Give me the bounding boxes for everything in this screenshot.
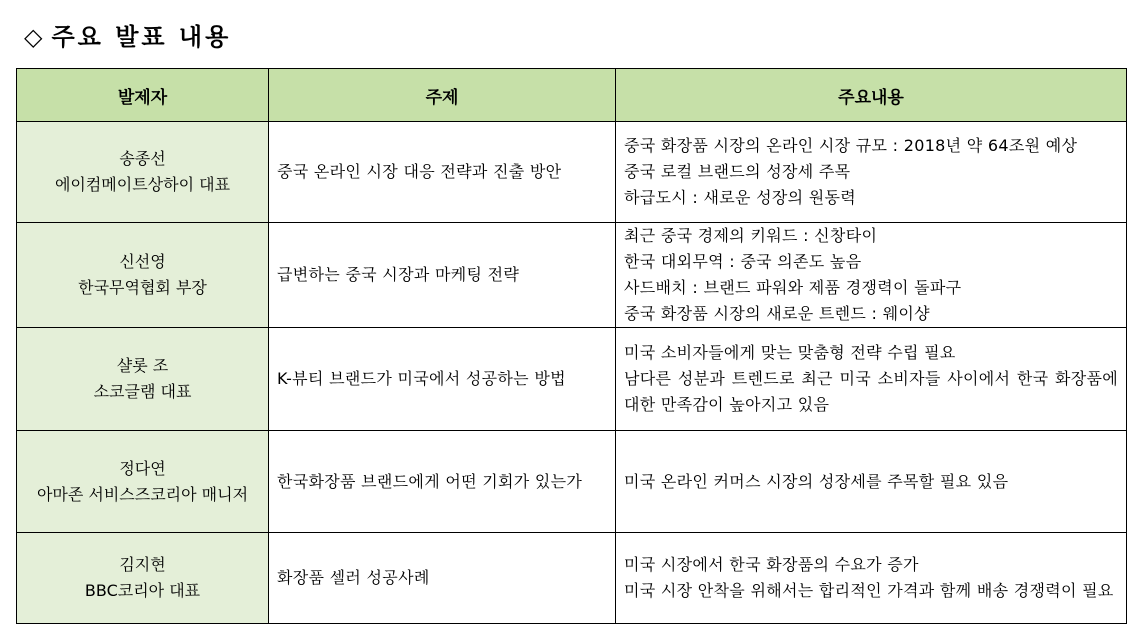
presenter-role: 에이컴메이트상하이 대표 — [54, 175, 231, 194]
content-line: 미국 소비자들에게 맞는 맞춤형 전략 수립 필요 — [624, 343, 956, 362]
content-line: 미국 온라인 커머스 시장의 성장세를 주목할 필요 있음 — [624, 471, 1009, 491]
topic-cell: 중국 온라인 시장 대응 전략과 진출 방안 — [269, 122, 616, 223]
content-cell — [616, 223, 1127, 328]
presenter-cell — [17, 122, 269, 223]
table-row — [17, 328, 1127, 431]
page-title-text: 주요 발표 내용 — [51, 23, 232, 51]
table-header-row — [17, 69, 1127, 122]
content-line: 한국 대외무역 : 중국 의존도 높음 — [624, 252, 862, 271]
presenter-cell — [17, 223, 269, 328]
table-row — [17, 122, 1127, 223]
presenter-role: 아마존 서비스즈코리아 매니저 — [36, 484, 249, 504]
presenter-name: 김지현 — [119, 555, 166, 574]
presenter-name: 송종선 — [119, 149, 166, 168]
topic-cell: 한국화장품 브랜드에게 어떤 기회가 있는가 — [269, 431, 616, 533]
content-line: 중국 화장품 시장의 새로운 트렌드 : 웨이샹 — [624, 304, 930, 323]
content-line: 미국 시장 안착을 위해서는 합리적인 가격과 함께 배송 경쟁력이 필요 — [624, 581, 1114, 600]
header-topic: 주제 — [269, 69, 616, 122]
presenter-role: 소코글램 대표 — [93, 382, 192, 401]
presenter-role: BBC코리아 대표 — [84, 581, 201, 600]
page-title — [24, 17, 231, 52]
presentation-summary-table — [16, 68, 1127, 624]
table-row — [17, 223, 1127, 328]
topic-cell: 급변하는 중국 시장과 마케팅 전략 — [269, 223, 616, 328]
topic-cell: 화장품 셀러 성공사례 — [269, 533, 616, 624]
presenter-role: 한국무역협회 부장 — [78, 278, 207, 297]
content-line: 사드배치 : 브랜드 파워와 제품 경쟁력이 돌파구 — [624, 278, 962, 297]
presenter-cell — [17, 328, 269, 431]
table-row — [17, 533, 1127, 624]
content-cell — [616, 533, 1127, 624]
presenter-name: 정다연 — [119, 458, 166, 478]
header-presenter: 발제자 — [17, 69, 269, 122]
content-line: 미국 시장에서 한국 화장품의 수요가 증가 — [624, 555, 919, 574]
header-content: 주요내용 — [616, 69, 1127, 122]
topic-cell: K-뷰티 브랜드가 미국에서 성공하는 방법 — [269, 328, 616, 431]
content-line: 최근 중국 경제의 키워드 : 신창타이 — [624, 226, 878, 245]
content-cell — [616, 431, 1127, 533]
content-line: 남다른 성분과 트렌드로 최근 미국 소비자들 사이에서 한국 화장품에 대한 만족감이 높아지고 있음 — [624, 369, 1118, 414]
presenter-cell — [17, 533, 269, 624]
content-line: 중국 로컬 브랜드의 성장세 주목 — [624, 162, 851, 181]
diamond-icon: ◇ — [24, 23, 46, 51]
table-row — [17, 431, 1127, 533]
presenter-cell — [17, 431, 269, 533]
content-cell — [616, 122, 1127, 223]
presenter-name: 샬롯 조 — [116, 356, 169, 375]
content-line: 중국 화장품 시장의 온라인 시장 규모 : 2018년 약 64조원 예상 — [624, 136, 1078, 155]
content-line: 하급도시 : 새로운 성장의 원동력 — [624, 188, 857, 207]
presenter-name: 신선영 — [119, 252, 166, 271]
content-cell — [616, 328, 1127, 431]
